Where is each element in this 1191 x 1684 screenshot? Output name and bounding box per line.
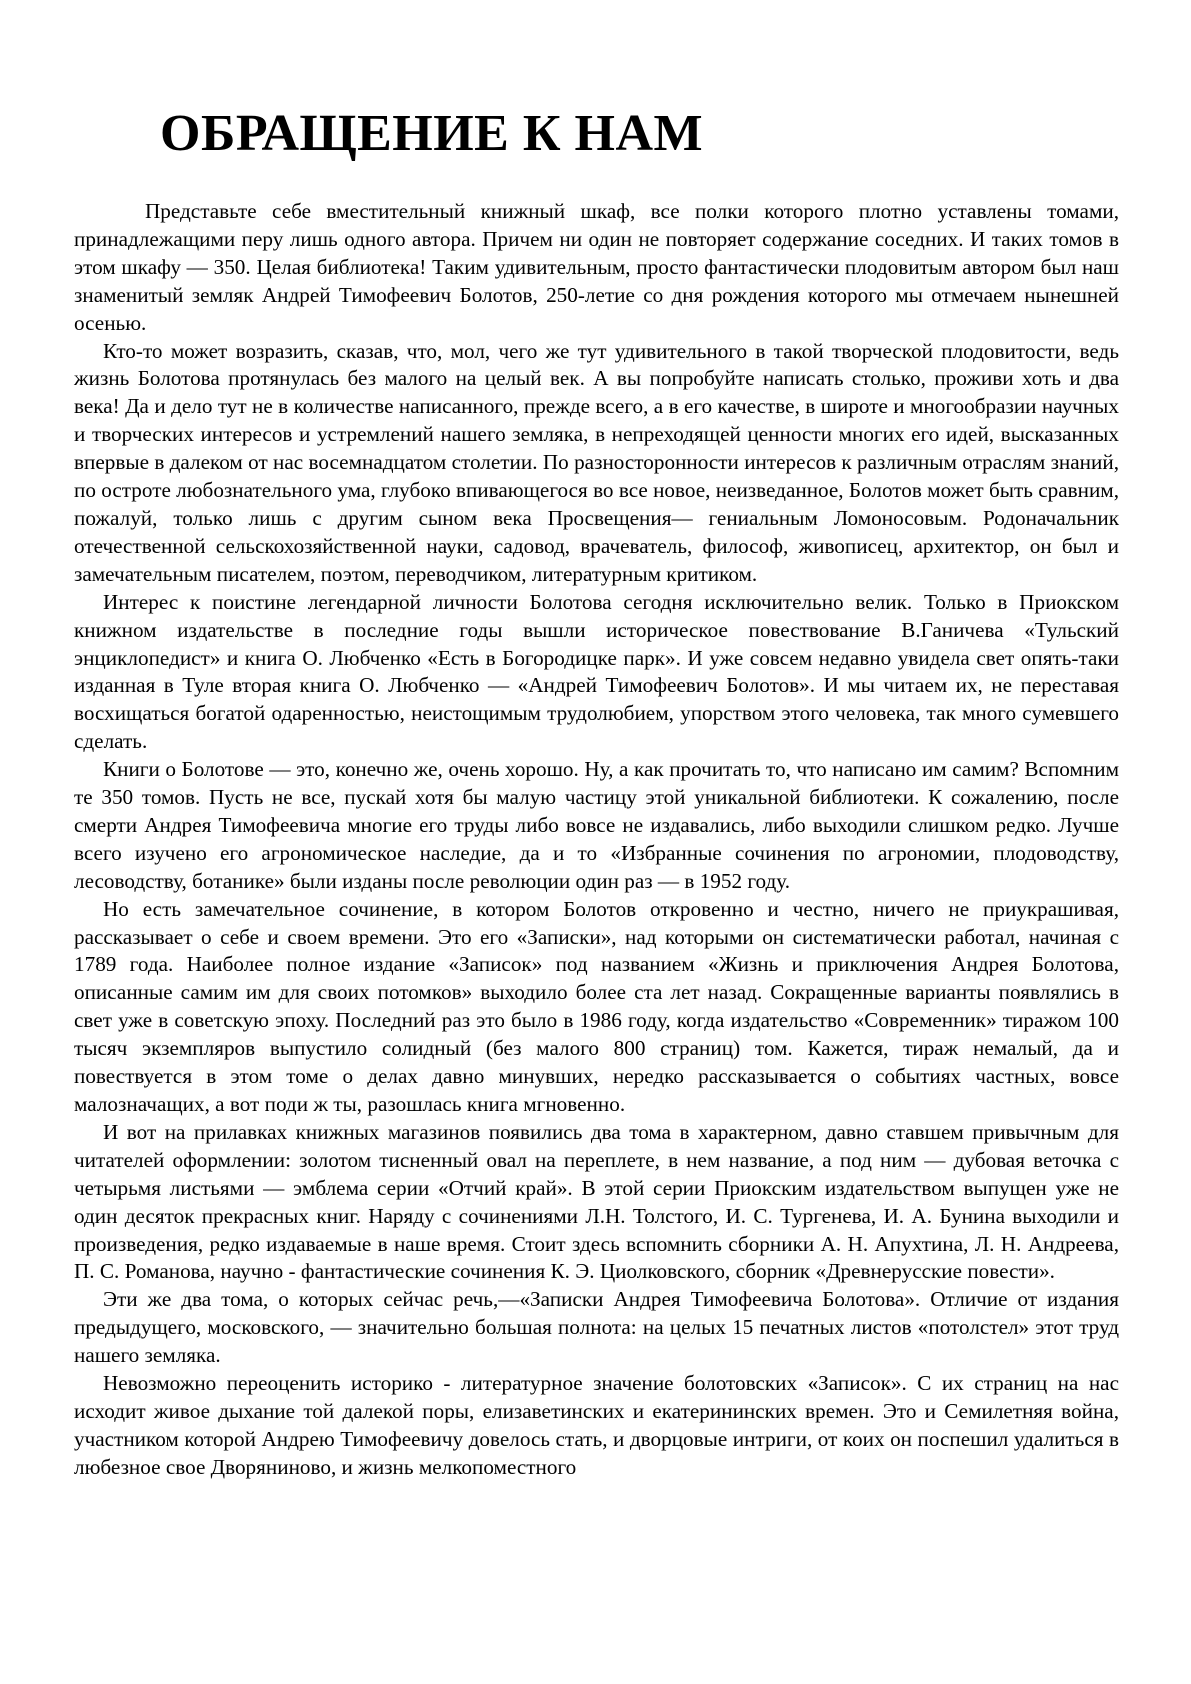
- paragraph-6: И вот на прилавках книжных магазинов появились два тома в характерном, давно ставшем привычным для читателей оформлении: золотом тисненный овал на переплете, в нем название, а под ним — дубовая веточка с четырьмя листьями — эмблема серии «Отчий край». В этой серии Приокским издательством выпущен уже не один десяток прекрасных книг. Наряду с сочинениями Л.Н. Толстого, И. С. Тургенева, И. А. Бунина выходили и произведения, редко издаваемые в наше время. Стоит здесь вспомнить сборники А. Н. Апухтина, Л. Н. Андреева, П. С. Романова, научно - фантастические сочинения К. Э. Циолковского, сборник «Древнерусские повести».: [74, 1119, 1119, 1284]
- paragraph-3: Интерес к поистине легендарной личности Болотова сегодня исключительно велик. Только в Приокском книжном издательстве в последние годы вышли историческое повествование В.Ганичева «Тульский энциклопедист» и книга О. Любченко «Есть в Богородицке парк». И уже совсем недавно увидела свет опять-таки изданная в Туле вторая книга О. Любченко — «Андрей Тимофеевич Болотов». И мы читаем их, не переставая восхищаться богатой одаренностью, неистощимым трудолюбием, упорством этого человека, так много сумевшего сделать.: [74, 589, 1119, 754]
- article-body: [74, 198, 1119, 1482]
- paragraph-1: Представьте себе вместительный книжный шкаф, все полки которого плотно уставлены томами, принадлежащими перу лишь одного автора. Причем ни один не повторяет содержание соседних. И таких томов в этом шкафу — 350. Целая библиотека! Таким удивительным, просто фантастически плодовитым автором был наш знаменитый земляк Андрей Тимофеевич Болотов, 250-летие со дня рождения которого мы отмечаем нынешней осенью.: [74, 199, 1119, 335]
- paragraph-8: Невозможно переоценить историко - литературное значение болотовских «Записок». С их страниц на нас исходит живое дыхание той далекой поры, елизаветинских и екатерининских времен. Это и Семилетняя война, участником которой Андрею Тимофеевичу довелось стать, и дворцовые интриги, от коих он поспешил удалиться в любезное свое Дворяниново, и жизнь мелкопоместного: [74, 1371, 1119, 1479]
- paragraph-5: Но есть замечательное сочинение, в котором Болотов откровенно и честно, ничего не приукрашивая, рассказывает о себе и своем времени. Это его «Записки», над которыми он систематически работал, начиная с 1789 года. Наиболее полное издание «Записок» под названием «Жизнь и приключения Андрея Болотова, описанные самим им для своих потомков» выходило более ста лет назад. Сокращенные варианты появлялись в свет уже в советскую эпоху. Последний раз это было в 1986 году, когда издательство «Современник» тиражом 100 тысяч экземпляров выпустило солидный (без малого 800 страниц) том. Кажется, тираж немалый, да и повествуется в этом томе о делах давно минувших, нередко рассказывается о событиях частных, вовсе малозначащих, а вот поди ж ты, разошлась книга мгновенно.: [74, 896, 1119, 1116]
- paragraph-2: Кто-то может возразить, сказав, что, мол, чего же тут удивительного в такой творческой плодовитости, ведь жизнь Болотова протянулась без малого на целый век. А вы попробуйте написать столько, проживи хоть и два века! Да и дело тут не в количестве написанного, прежде всего, а в его качестве, в широте и многообразии научных и творческих интересов и устремлений нашего земляка, в непреходящей ценности многих его идей, высказанных впервые в далеком от нас восемнадцатом столетии. По разносторонности интересов к различным отраслям знаний, по остроте любознательного ума, глубоко впивающегося во все новое, неизведанное, Болотов может быть сравним, пожалуй, только лишь с другим сыном века Просвещения— гениальным Ломоносовым. Родоначальник отечественной сельскохозяйственной науки, садовод, врачеватель, философ, живописец, архитектор, он был и замечательным писателем, поэтом, переводчиком, литературным критиком.: [74, 338, 1119, 586]
- paragraph-4: Книги о Болотове — это, конечно же, очень хорошо. Ну, а как прочитать то, что написано им самим? Вспомним те 350 томов. Пусть не все, пускай хотя бы малую частицу этой уникальной библиотеки. К сожалению, после смерти Андрея Тимофеевича многие его труды либо вовсе не издавались, либо выходили слишком редко. Лучше всего изучено его агрономическое наследие, да и то «Избранные сочинения по агрономии, плодоводству, лесоводству, ботанике» были изданы после революции один раз — в 1952 году.: [74, 757, 1119, 893]
- paragraph-7: Эти же два тома, о которых сейчас речь,—«Записки Андрея Тимофеевича Болотова». Отличие от издания предыдущего, московского, — значительно большая полнота: на целых 15 печатных листов «потолстел» этот труд нашего земляка.: [74, 1287, 1119, 1368]
- page-title: ОБРАЩЕНИЕ К НАМ: [160, 105, 704, 162]
